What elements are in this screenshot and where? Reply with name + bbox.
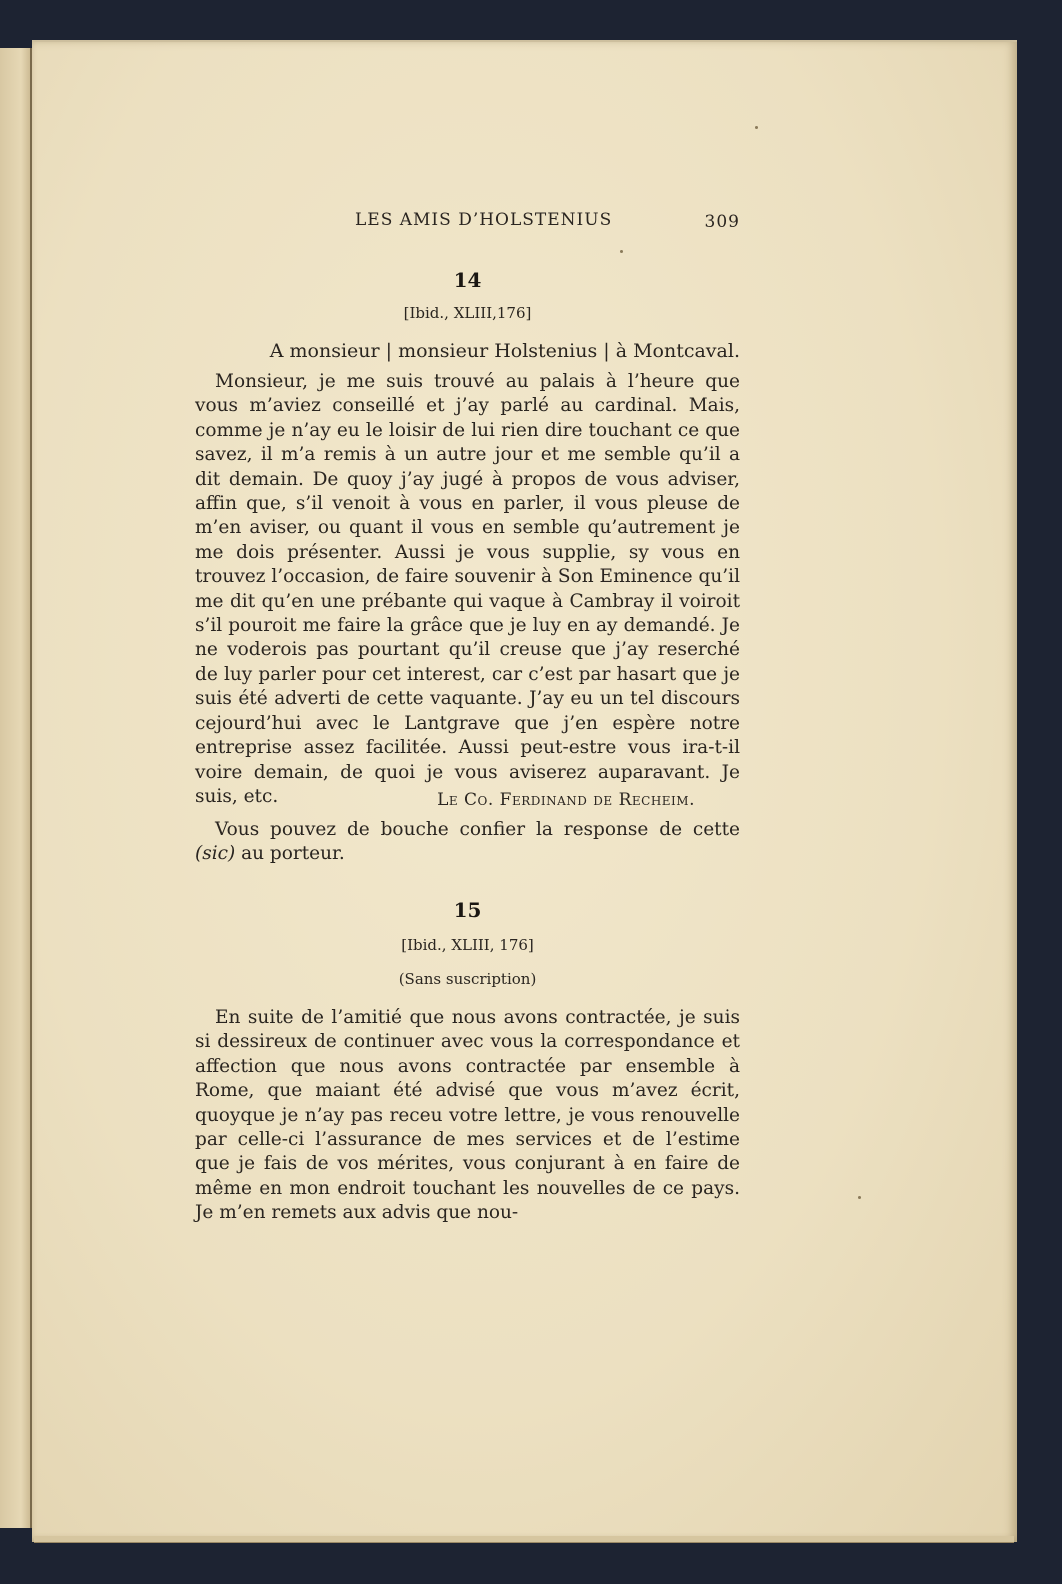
letter-15-reference: [Ibid., XLIII, 176] (401, 936, 534, 954)
letter-14-paragraph: Monsieur, je me suis trouvé au palais à l’heure que vous m’aviez conseillé et j’ay parlé au cardinal. Mais, comme je n’ay eu le loisir de lui rien dire touchant ce que savez, il m’a remis à un autre jour et me semble qu’il a dit demain. De quoy j’ay jugé à propos de vous adviser, affin que, s’il venoit à vous en parler, il vous pleuse de m’en aviser, ou quant il vous en semble qu’autrement je me dois présenter. Aussi je vous supplie, sy vous en trouvez l’occasion, de faire souvenir à Son Eminence qu’il me dit qu’en une prébante qui vaque à Cambray il voiroit s’il pouroit me faire la grâce que je luy en ay demandé. Je ne voderois pas pourtant qu’il creuse que j’ay reserché de luy parler pour cet interest, car c’est par hasart que je suis été adverti de cette vaquante. J’ay eu un tel discours cejourd’hui avec le Lantgrave que j’en espère notre entreprise assez facilitée. Aussi peut-estre vous ira-t-il voire demain, de quoi je vous aviserez auparavant. Je suis, etc. (195, 371, 740, 807)
letter-15-body (195, 1006, 740, 1226)
postscript-text-end: au porteur. (235, 843, 345, 865)
page-bottom-edge (34, 1536, 1014, 1543)
letter-15-number: 15 (453, 898, 482, 922)
letter-15-subscription: (Sans suscription) (398, 970, 537, 988)
letter-15-paragraph: En suite de l’amitié que nous avons contractée, je suis si dessireux de continuer avec vous la correspondance et affection que nous avons contractée par ensemble à Rome, que maiant été advisé que vous m’avez écrit, quoyque je n’ay pas receu votre lettre, je vous renouvelle par celle-ci l’assurance de mes services et de l’estime que je fais de vos mérites, vous conjurant à en faire de même en mon endroit touchant les nouvelles de ce pays. Je m’en remets aux advis que nou- (195, 1007, 740, 1224)
running-head (195, 210, 740, 236)
letter-14-number: 14 (453, 268, 482, 292)
paper-speck (620, 250, 623, 253)
paper-speck (755, 126, 758, 129)
facing-page-edge (0, 48, 32, 1528)
page-number: 309 (704, 212, 740, 232)
letter-14-reference: [Ibid., XLIII,176] (403, 304, 532, 322)
letter-14-address: A monsieur | monsieur Holstenius | à Montcaval. (269, 340, 740, 362)
sic-annotation: (sic) (195, 843, 236, 865)
paper-speck (858, 1196, 861, 1199)
postscript-text: Vous pouvez de bouche confier la response de cette (215, 819, 740, 840)
running-title: LES AMIS D’HOLSTENIUS (355, 210, 613, 230)
letter-14-postscript (195, 818, 740, 867)
letter-14-signature: Le Co. Ferdinand de Recheim. (437, 790, 695, 810)
letter-14-body (195, 370, 740, 809)
